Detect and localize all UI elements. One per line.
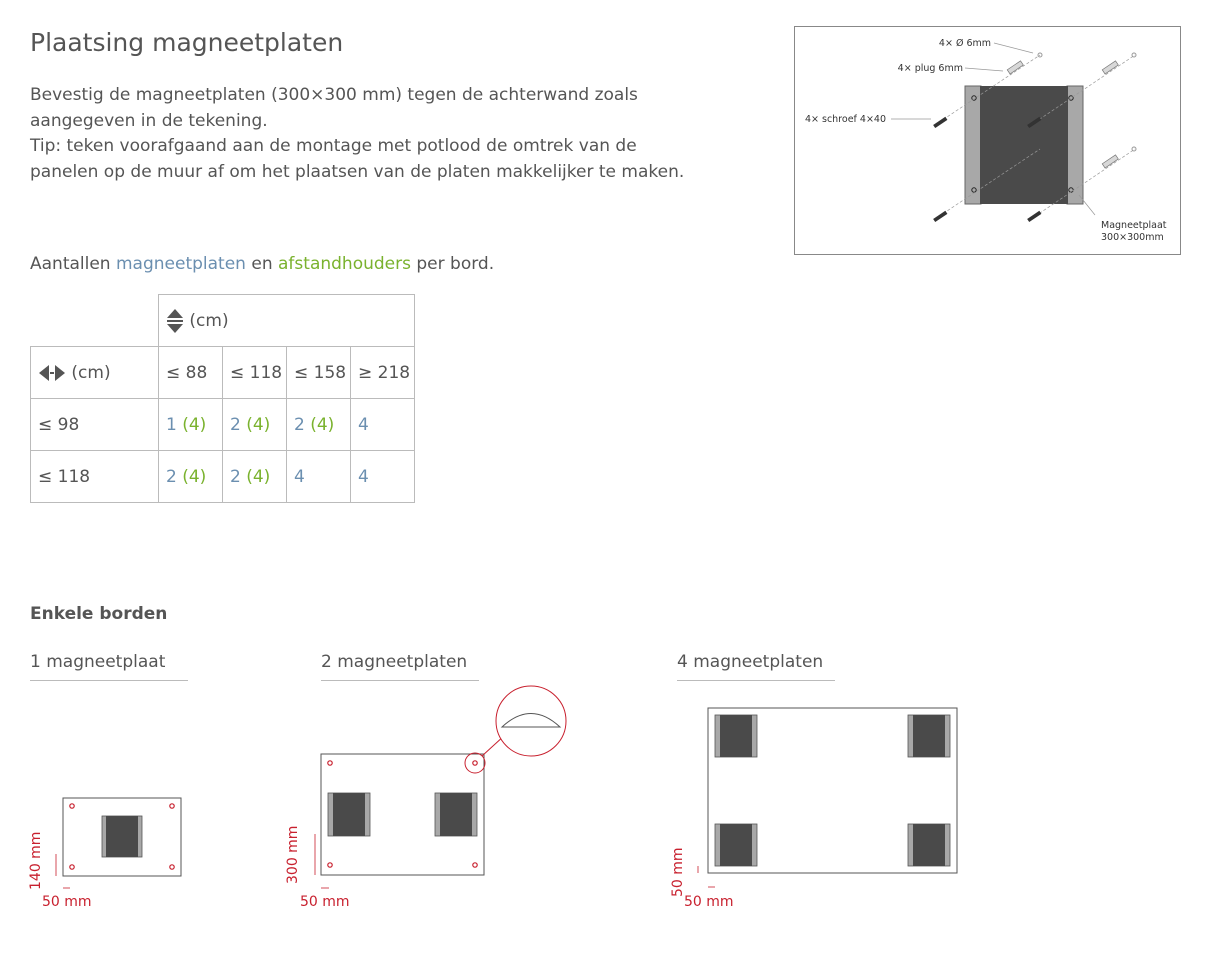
layout-4-drawing bbox=[690, 700, 970, 890]
intro-line-1: Bevestig de magneetplaten (300×300 mm) tegen de achterwand zoals bbox=[30, 85, 638, 105]
intro-line-3: Tip: teken voorafgaand aan de montage met potlood de omtrek van de bbox=[30, 136, 637, 156]
plate-count: 2 bbox=[294, 414, 305, 435]
label-plate-size: 300×300mm bbox=[1101, 232, 1164, 243]
plate-count: 2 bbox=[230, 414, 241, 435]
spacer-count: (4) bbox=[246, 466, 271, 487]
screw bbox=[934, 117, 947, 127]
magnet-plate bbox=[913, 824, 945, 866]
plug bbox=[1007, 61, 1023, 74]
wall-hole bbox=[1132, 147, 1136, 151]
mounting-drawing bbox=[795, 27, 1180, 254]
height-header bbox=[159, 295, 415, 347]
intro-line-2: aangegeven in de tekening. bbox=[30, 110, 268, 131]
label-plate: Magneetplaat bbox=[1101, 220, 1167, 231]
spacer-count: (4) bbox=[310, 414, 335, 435]
width-header bbox=[31, 347, 159, 399]
intro-line-4: panelen op de muur af om het plaatsen van de platen makkelijker te maken. bbox=[30, 161, 685, 182]
plate-count: 4 bbox=[358, 414, 369, 435]
dim-vertical-2: 300 mm bbox=[285, 825, 301, 884]
table-row bbox=[31, 451, 415, 503]
vertical-arrows-icon bbox=[166, 308, 184, 334]
wall-hole bbox=[1132, 53, 1136, 57]
column-header: ≤ 88 bbox=[159, 347, 223, 399]
dim-horizontal-1: 50 mm bbox=[42, 894, 92, 910]
table-header-row-width bbox=[31, 347, 415, 399]
horizontal-arrows-icon bbox=[38, 364, 66, 382]
dim-vertical-1: 140 mm bbox=[28, 831, 44, 890]
counts-and: en bbox=[251, 254, 273, 274]
spacer-count: (4) bbox=[182, 466, 207, 487]
dim-vertical-4: 50 mm bbox=[670, 847, 686, 897]
magnet-plate bbox=[440, 793, 472, 836]
screw bbox=[1028, 211, 1041, 221]
magnet-plate bbox=[980, 86, 1068, 204]
spacer-strip-left bbox=[965, 86, 981, 204]
row-header: ≤ 98 bbox=[31, 399, 159, 451]
table-cell bbox=[223, 451, 287, 503]
layout-2-drawing bbox=[305, 680, 575, 890]
table-cell bbox=[159, 399, 223, 451]
column-header: ≥ 218 bbox=[351, 347, 415, 399]
counts-suffix: per bord. bbox=[416, 254, 495, 274]
counts-plates-label: magneetplaten bbox=[116, 254, 246, 274]
dim-horizontal-2: 50 mm bbox=[300, 894, 350, 910]
label-holes: 4× Ø 6mm bbox=[938, 38, 991, 49]
table-cell bbox=[287, 399, 351, 451]
plate-count: 1 bbox=[166, 414, 177, 435]
layout-4-title: 4 magneetplaten bbox=[677, 652, 835, 681]
plate-count: 4 bbox=[294, 466, 305, 487]
table-cell bbox=[287, 451, 351, 503]
layout-1-title: 1 magneetplaat bbox=[30, 652, 188, 681]
height-unit: (cm) bbox=[189, 310, 229, 331]
spacer-strip-right bbox=[1067, 86, 1083, 204]
plate-count: 4 bbox=[358, 466, 369, 487]
single-boards-heading: Enkele borden bbox=[30, 604, 168, 624]
label-screws: 4× schroef 4×40 bbox=[804, 114, 886, 125]
column-header: ≤ 158 bbox=[287, 347, 351, 399]
magnet-plate bbox=[333, 793, 365, 836]
layout-2-title: 2 magneetplaten bbox=[321, 652, 479, 681]
layout-1-drawing bbox=[50, 790, 190, 890]
counts-spacers-label: afstandhouders bbox=[278, 254, 411, 274]
table-corner bbox=[31, 295, 159, 347]
plate-count: 2 bbox=[166, 466, 177, 487]
row-header: ≤ 118 bbox=[31, 451, 159, 503]
table-header-row-height bbox=[31, 295, 415, 347]
quantity-table bbox=[30, 294, 415, 503]
counts-caption bbox=[30, 254, 494, 274]
plate-count: 2 bbox=[230, 466, 241, 487]
mounting-diagram bbox=[794, 26, 1181, 255]
magnet-plate bbox=[720, 715, 752, 757]
intro-text bbox=[30, 83, 720, 185]
column-header: ≤ 118 bbox=[223, 347, 287, 399]
table-row bbox=[31, 399, 415, 451]
table-cell bbox=[351, 399, 415, 451]
dim-horizontal-4: 50 mm bbox=[684, 894, 734, 910]
counts-prefix: Aantallen bbox=[30, 254, 111, 274]
table-cell bbox=[223, 399, 287, 451]
page-title: Plaatsing magneetplaten bbox=[30, 28, 344, 57]
magnet-plate bbox=[720, 824, 752, 866]
spacer-count: (4) bbox=[246, 414, 271, 435]
width-unit: (cm) bbox=[71, 362, 111, 383]
table-cell bbox=[159, 451, 223, 503]
label-plugs: 4× plug 6mm bbox=[897, 63, 963, 74]
magnet-plate bbox=[106, 816, 138, 857]
spacer-count: (4) bbox=[182, 414, 207, 435]
magnet-plate bbox=[913, 715, 945, 757]
screw bbox=[934, 211, 947, 221]
table-cell bbox=[351, 451, 415, 503]
